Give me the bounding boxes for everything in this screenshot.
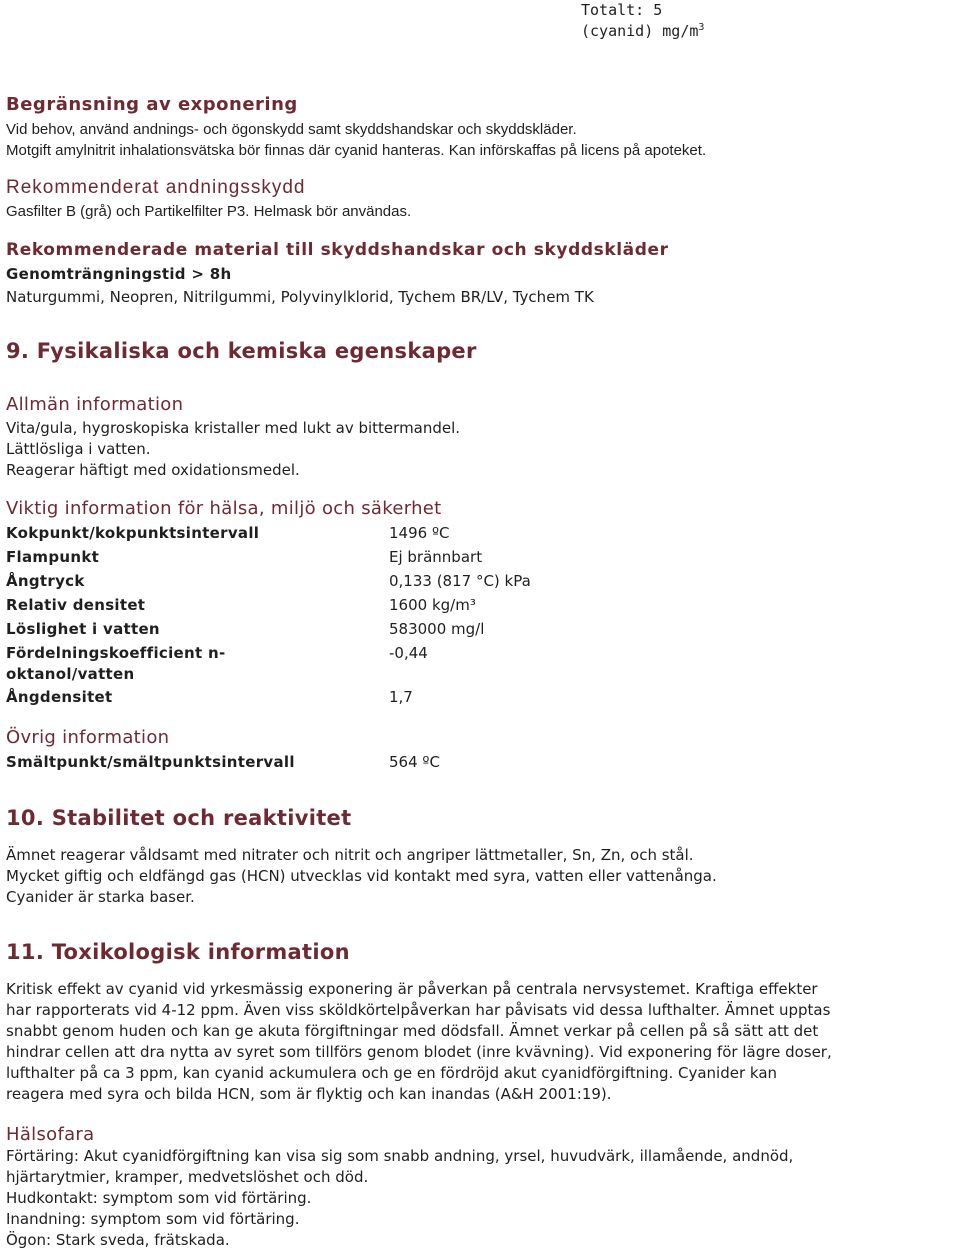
toxicology-line-2: har rapporterats vid 4-12 ppm. Även viss sköldkörtelpåverkan har påvisats vid dessa lufthalter. Ämnet upptas xyxy=(6,1001,831,1019)
property-label: Flampunkt xyxy=(6,548,100,566)
respiratory-title: Rekommenderat andningsskydd xyxy=(6,177,306,198)
exposure-line-2: Motgift amylnitrit inhalationsvätska bör finnas där cyanid hanteras. Kan införskaffas på licens på apoteket. xyxy=(6,142,707,159)
property-label: Ångdensitet xyxy=(6,688,113,706)
property-label: Löslighet i vatten xyxy=(6,620,160,638)
general-info-title: Allmän information xyxy=(6,394,184,415)
health-line-1: Förtäring: Akut cyanidförgiftning kan visa sig som snabb andning, yrsel, huvudvärk, illamående, andnöd, xyxy=(6,1147,794,1165)
melting-point-value: 564 ºC xyxy=(389,753,440,771)
general-info-line-1: Vita/gula, hygroskopiska kristaller med lukt av bittermandel. xyxy=(6,419,461,437)
property-value: 1496 ºC xyxy=(389,524,450,542)
property-value: 1600 kg/m³ xyxy=(389,596,476,614)
property-value: 0,133 (817 °C) kPa xyxy=(389,572,531,590)
property-label: Ångtryck xyxy=(6,572,85,590)
toxicology-line-1: Kritisk effekt av cyanid vid yrkesmässig exponering är påverkan på centrala nervsystemet. Kraftiga effekter xyxy=(6,980,818,998)
respiratory-text: Gasfilter B (grå) och Partikelfilter P3. Helmask bör användas. xyxy=(6,203,412,220)
property-value: 1,7 xyxy=(389,688,413,706)
glove-material-title: Rekommenderade material till skyddshandskar och skyddskläder xyxy=(6,240,669,260)
section-10-title: 10. Stabilitet och reaktivitet xyxy=(6,806,352,830)
health-hazard-title: Hälsofara xyxy=(6,1124,95,1145)
property-label: Kokpunkt/kokpunktsintervall xyxy=(6,524,260,542)
toxicology-line-5: lufthalter på ca 3 ppm, kan cyanid ackumulera och ge en fördröjd akut cyanidförgiftning. Cyanider kan xyxy=(6,1064,778,1082)
health-line-4: Inandning: symptom som vid förtäring. xyxy=(6,1210,300,1228)
stability-line-3: Cyanider är starka baser. xyxy=(6,888,195,906)
other-info-title: Övrig information xyxy=(6,727,170,748)
property-value: Ej brännbart xyxy=(389,548,483,566)
health-line-3: Hudkontakt: symptom som vid förtäring. xyxy=(6,1189,312,1207)
penetration-time: Genomträngningstid > 8h xyxy=(6,265,232,283)
toxicology-line-3: snabbt genom huden och kan ge akuta förgiftningar med dödsfall. Ämnet verkar på cellen på så sätt att det xyxy=(6,1022,819,1040)
total-line: Totalt: 5 xyxy=(581,1,663,19)
section-9-title: 9. Fysikaliska och kemiska egenskaper xyxy=(6,339,477,363)
exposure-title: Begränsning av exponering xyxy=(6,94,298,115)
cyanide-unit-sup: 3 xyxy=(698,22,705,33)
property-value: -0,44 xyxy=(389,644,428,662)
toxicology-line-6: reagera med syra och bilda HCN, som är flyktig och kan inandas (A&H 2001:19). xyxy=(6,1085,612,1103)
health-line-5: Ögon: Stark sveda, frätskada. xyxy=(6,1231,230,1249)
property-label: Fördelningskoefficient n- xyxy=(6,644,226,662)
cyanide-unit-line xyxy=(581,21,704,42)
property-label-continued: oktanol/vatten xyxy=(6,665,135,683)
general-info-line-3: Reagerar häftigt med oxidationsmedel. xyxy=(6,461,300,479)
cyanide-unit-text: (cyanid) mg/m xyxy=(581,22,699,40)
exposure-line-1: Vid behov, använd andnings- och ögonskydd samt skyddshandskar och skyddskläder. xyxy=(6,121,577,138)
important-info-title: Viktig information för hälsa, miljö och säkerhet xyxy=(6,498,442,519)
property-label: Relativ densitet xyxy=(6,596,146,614)
stability-line-1: Ämnet reagerar våldsamt med nitrater och nitrit och angriper lättmetaller, Sn, Zn, och stål. xyxy=(6,846,694,864)
melting-point-label: Smältpunkt/smältpunktsintervall xyxy=(6,753,295,771)
health-line-2: hjärtarytmier, kramper, medvetslöshet och död. xyxy=(6,1168,369,1186)
stability-line-2: Mycket giftig och eldfängd gas (HCN) utvecklas vid kontakt med syra, vatten eller vattenånga. xyxy=(6,867,717,885)
section-11-title: 11. Toxikologisk information xyxy=(6,940,350,964)
general-info-line-2: Lättlösliga i vatten. xyxy=(6,440,151,458)
glove-materials: Naturgummi, Neopren, Nitrilgummi, Polyvinylklorid, Tychem BR/LV, Tychem TK xyxy=(6,288,594,306)
toxicology-line-4: hindrar cellen att dra nytta av syret som tillförs genom blodet (inre kvävning). Vid exponering för lägre doser, xyxy=(6,1043,832,1061)
property-value: 583000 mg/l xyxy=(389,620,485,638)
